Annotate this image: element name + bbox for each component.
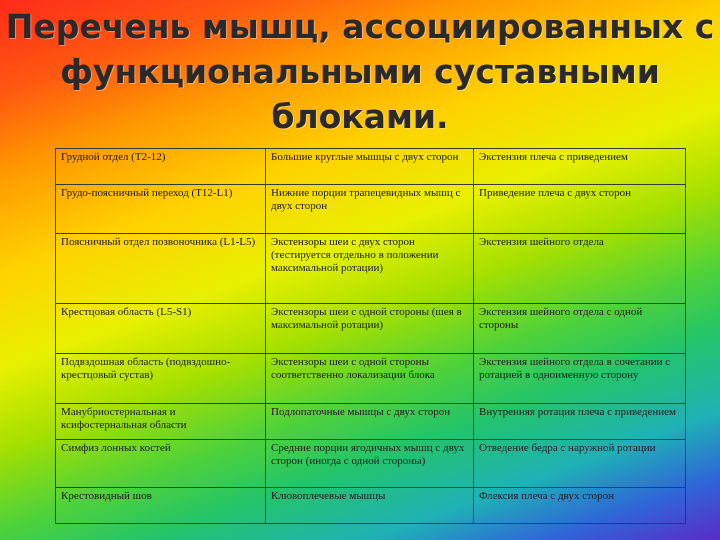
muscle-cell: Клювоплечевые мышцы (266, 488, 474, 524)
region-cell: Симфиз лонных костей (56, 440, 266, 488)
muscle-cell: Нижние порции трапецевидных мышц с двух сторон (266, 185, 474, 234)
title-line-3: блоками. (271, 97, 449, 136)
movement-cell: Экстензия шейного отдела (474, 234, 686, 304)
region-cell: Поясничный отдел позвоночника (L1-L5) (56, 234, 266, 304)
slide-title (0, 4, 720, 139)
muscle-cell: Экстензоры шеи с одной стороны (шея в максимальной ротации) (266, 304, 474, 354)
muscle-cell: Экстензоры шеи с одной стороны соответственно локализации блока (266, 354, 474, 404)
muscle-cell: Средние порции ягодичных мышц с двух сторон (иногда с одной стороны) (266, 440, 474, 488)
region-cell: Подвздошная область (подвздошно-крестцовый сустав) (56, 354, 266, 404)
movement-cell: Флексия плеча с двух сторон (474, 488, 686, 524)
table-row (56, 404, 686, 440)
table-row (56, 354, 686, 404)
movement-cell: Экстензия шейного отдела с одной стороны (474, 304, 686, 354)
table-row (56, 488, 686, 524)
table-row (56, 304, 686, 354)
title-line-2: функциональными суставными (60, 52, 660, 91)
movement-cell: Отведение бедра с наружной ротации (474, 440, 686, 488)
table-row (56, 234, 686, 304)
movement-cell: Внутренняя ротация плеча с приведением (474, 404, 686, 440)
movement-cell: Приведение плеча с двух сторон (474, 185, 686, 234)
title-line-1: Перечень мышц, ассоциированных с (5, 7, 715, 46)
movement-cell: Экстензия плеча с приведением (474, 149, 686, 185)
muscle-table (55, 148, 686, 524)
region-cell: Манубриостернальная и ксифостернальная области (56, 404, 266, 440)
muscle-cell: Большие круглые мышцы с двух сторон (266, 149, 474, 185)
muscle-cell: Экстензоры шеи с двух сторон (тестируется отдельно в положении максимальной ротации) (266, 234, 474, 304)
table-row (56, 149, 686, 185)
movement-cell: Экстензия шейного отдела в сочетании с ротацией в одноименную сторону (474, 354, 686, 404)
region-cell: Крестцовая область (L5-S1) (56, 304, 266, 354)
table-row (56, 440, 686, 488)
muscle-cell: Подлопаточные мышцы с двух сторон (266, 404, 474, 440)
region-cell: Крестовидный шов (56, 488, 266, 524)
table-row (56, 185, 686, 234)
region-cell: Грудо-поясничный переход (Т12-L1) (56, 185, 266, 234)
region-cell: Грудной отдел (Т2-12) (56, 149, 266, 185)
